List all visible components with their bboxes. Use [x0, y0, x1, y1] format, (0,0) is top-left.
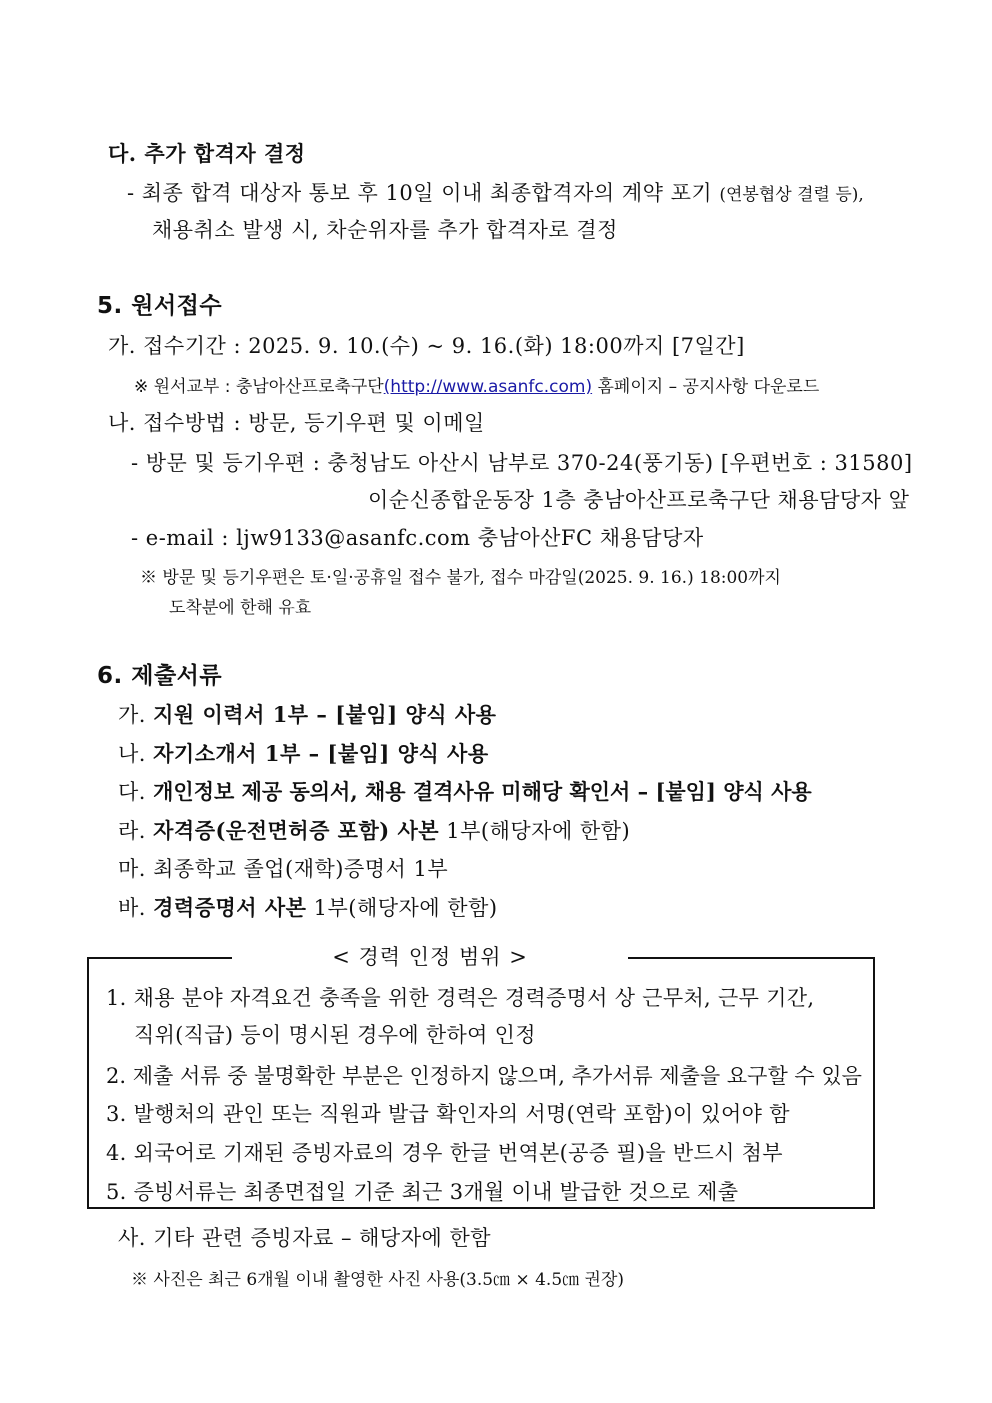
form-download-suffix: 홈페이지 – 공지사항 다운로드	[592, 377, 820, 397]
section5-heading: 5. 원서접수	[97, 293, 223, 319]
career-rule-line: 직위(직급) 등이 명시된 경우에 한하여 인정	[134, 1023, 536, 1047]
career-rule-line: 1. 채용 분야 자격요건 충족을 위한 경력은 경력증명서 상 근무처, 근무 기간,	[106, 986, 815, 1010]
document-item	[118, 778, 812, 806]
application-period: 가. 접수기간 : 2025. 9. 10.(수) ~ 9. 16.(화) 18:00까지 [7일간]	[108, 334, 745, 358]
asanfc-homepage-link[interactable]: (http://www.asanfc.com)	[383, 377, 593, 397]
email-contact: - e-mail : ljw9133@asanfc.com 충남아산FC 채용담당자	[131, 526, 704, 550]
document-item-bold: 경력증명서 사본	[153, 895, 307, 920]
career-rule-line: 3. 발행처의 관인 또는 직원과 발급 확인자의 서명(연락 포함)이 있어야 함	[106, 1102, 790, 1126]
document-item	[118, 701, 496, 729]
application-method: 나. 접수방법 : 방문, 등기우편 및 이메일	[108, 411, 485, 435]
document-item-prefix: 바.	[118, 896, 154, 920]
document-item-prefix: 라.	[118, 819, 154, 843]
visit-mail-note-line2: 도착분에 한해 유효	[169, 598, 312, 618]
career-rule-line: 4. 외국어로 기재된 증빙자료의 경우 한글 번역본(공증 필)을 반드시 첨부	[106, 1141, 783, 1165]
document-item-rest: 최종학교 졸업(재학)증명서 1부	[153, 857, 449, 881]
document-item-prefix: 마.	[118, 857, 154, 881]
document-item-bold: 자기소개서 1부 – [붙임] 양식 사용	[153, 741, 489, 766]
visit-mail-note-line1: ※ 방문 및 등기우편은 토·일·공휴일 접수 불가, 접수 마감일(2025. 9. 16.) 18:00까지	[140, 568, 781, 588]
document-item-bold: 자격증(운전면허증 포함) 사본	[153, 818, 440, 843]
section-da-line1	[127, 179, 864, 209]
document-item	[118, 817, 630, 845]
career-rule-line: 2. 제출 서류 중 불명확한 부분은 인정하지 않으며, 추가서류 제출을 요구할 수 있음	[106, 1064, 862, 1088]
form-download-prefix: ※ 원서교부 : 충남아산프로축구단	[134, 377, 384, 397]
photo-note: ※ 사진은 최근 6개월 이내 촬영한 사진 사용(3.5㎝ × 4.5㎝ 권장)	[131, 1270, 625, 1290]
document-item-bold: 지원 이력서 1부 – [붙임] 양식 사용	[153, 702, 497, 727]
section-da-line2: 채용취소 발생 시, 차순위자를 추가 합격자로 결정	[152, 218, 618, 242]
document-item-rest: 1부(해당자에 한함)	[439, 819, 631, 843]
section-da-line1-small: (연봉협상 결렬 등),	[719, 185, 864, 205]
career-recognition-title: < 경력 인정 범위 >	[232, 942, 628, 972]
document-item	[118, 894, 498, 922]
visit-mail-address-line1: - 방문 및 등기우편 : 충청남도 아산시 남부로 370-24(풍기동) [우편번호 : 31580]	[131, 451, 913, 475]
other-documents: 사. 기타 관련 증빙자료 – 해당자에 한함	[118, 1226, 492, 1250]
document-item	[118, 740, 489, 768]
document-item-bold: 개인정보 제공 동의서, 채용 결격사유 미해당 확인서 – [붙임] 양식 사용	[153, 779, 812, 804]
section6-heading: 6. 제출서류	[97, 663, 223, 689]
career-rule-line: 5. 증빙서류는 최종면접일 기준 최근 3개월 이내 발급한 것으로 제출	[106, 1180, 739, 1204]
document-item-prefix: 가.	[118, 703, 154, 727]
section-da-title: 다. 추가 합격자 결정	[108, 141, 306, 166]
document-item	[118, 855, 448, 883]
document-item-prefix: 나.	[118, 742, 154, 766]
section-da-line1-text: - 최종 합격 대상자 통보 후 10일 이내 최종합격자의 계약 포기	[127, 181, 713, 205]
document-item-rest: 1부(해당자에 한함)	[306, 896, 498, 920]
form-download-note	[134, 373, 819, 401]
visit-mail-address-line2: 이순신종합운동장 1층 충남아산프로축구단 채용담당자 앞	[368, 488, 910, 512]
document-item-prefix: 다.	[118, 780, 154, 804]
